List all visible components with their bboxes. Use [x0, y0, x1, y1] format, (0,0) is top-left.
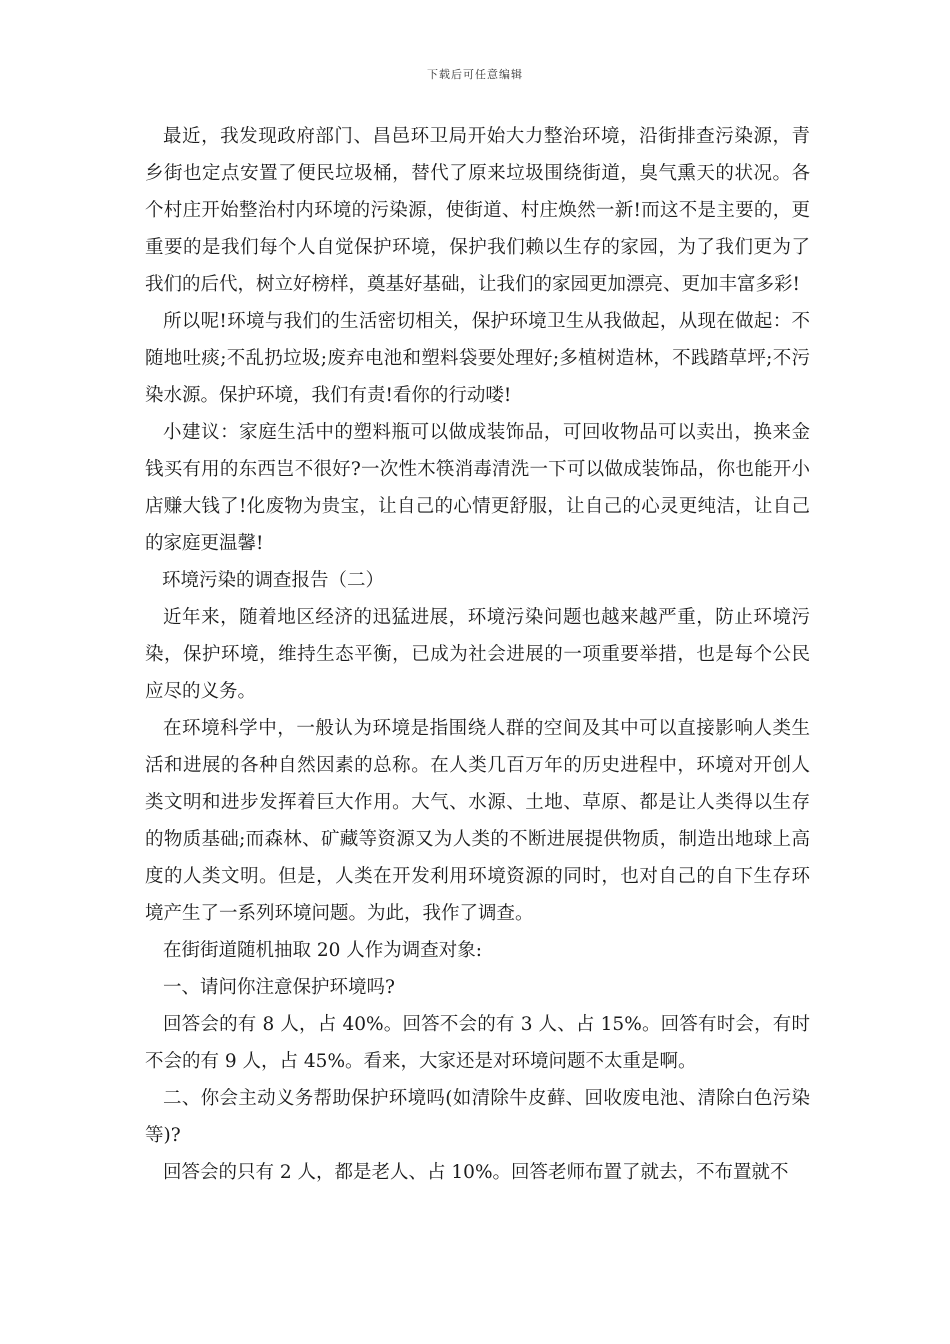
page-header-note: 下载后可任意编辑 — [427, 68, 523, 81]
paragraph-survey-sample: 在街街道随机抽取 20 人作为调查对象: — [163, 940, 483, 961]
paragraph-intro: 最近，我发现政府部门、昌邑环卫局开始大力整治环境，沿街排查污染源，青乡街也定点安置了便民垃圾桶，替代了原来垃圾围绕街道，臭气熏天的状况。各个村庄开始整治村内环境的污染源，使街道、村庄焕然一新!而这不是主要的，更重要的是我们每个人自觉保护环境，保护我们赖以生存的家园，为了我们更为了我们的后代，树立好榜样，奠基好基础，让我们的家园更加漂亮、更加丰富多彩! — [145, 126, 810, 295]
answer-2: 回答会的只有 2 人，都是老人、占 10%。回答老师布置了就去，不布置就不 — [163, 1162, 789, 1183]
section-heading: 环境污染的调查报告（二） — [162, 570, 385, 591]
paragraph-protect-environment: 所以呢!环境与我们的生活密切相关，保护环境卫生从我做起，从现在做起：不随地吐痰;不乱扔垃圾;废弃电池和塑料袋要处理好;多植树造林，不践踏草坪;不污染水源。保护环境，我们有责!看你的行动喽! — [145, 311, 810, 406]
paragraph-suggestion: 小建议：家庭生活中的塑料瓶可以做成装饰品，可回收物品可以卖出，换来金钱买有用的东西岂不很好?一次性木筷消毒清洗一下可以做成装饰品，你也能开小店赚大钱了!化废物为贵宝，让自己的心情更舒服，让自己的心灵更纯洁，让自己的家庭更温馨! — [145, 422, 811, 554]
document-body — [145, 118, 810, 1191]
paragraph-recent-years: 近年来，随着地区经济的迅猛进展，环境污染问题也越来越严重，防止环境污染，保护环境，维持生态平衡，已成为社会进展的一项重要举措，也是每个公民应尽的义务。 — [145, 607, 810, 702]
answer-1: 回答会的有 8 人，占 40%。回答不会的有 3 人、占 15%。回答有时会，有时不会的有 9 人，占 45%。看来，大家还是对环境问题不太重是啊。 — [145, 1014, 810, 1072]
paragraph-environment-science: 在环境科学中，一般认为环境是指围绕人群的空间及其中可以直接影响人类生活和进展的各种自然因素的总称。在人类几百万年的历史进程中，环境对开创人类文明和进步发挥着巨大作用。大气、水源、土地、草原、都是让人类得以生存的物质基础;而森林、矿藏等资源又为人类的不断进展提供物质，制造出地球上高度的人类文明。但是，人类在开发利用环境资源的同时，也对自己的自下生存环境产生了一系列环境问题。为此，我作了调查。 — [145, 718, 810, 924]
question-2: 二、你会主动义务帮助保护环境吗(如清除牛皮藓、回收废电池、清除白色污染等)? — [145, 1088, 810, 1146]
question-1: 一、请问你注意保护环境吗? — [163, 977, 395, 998]
